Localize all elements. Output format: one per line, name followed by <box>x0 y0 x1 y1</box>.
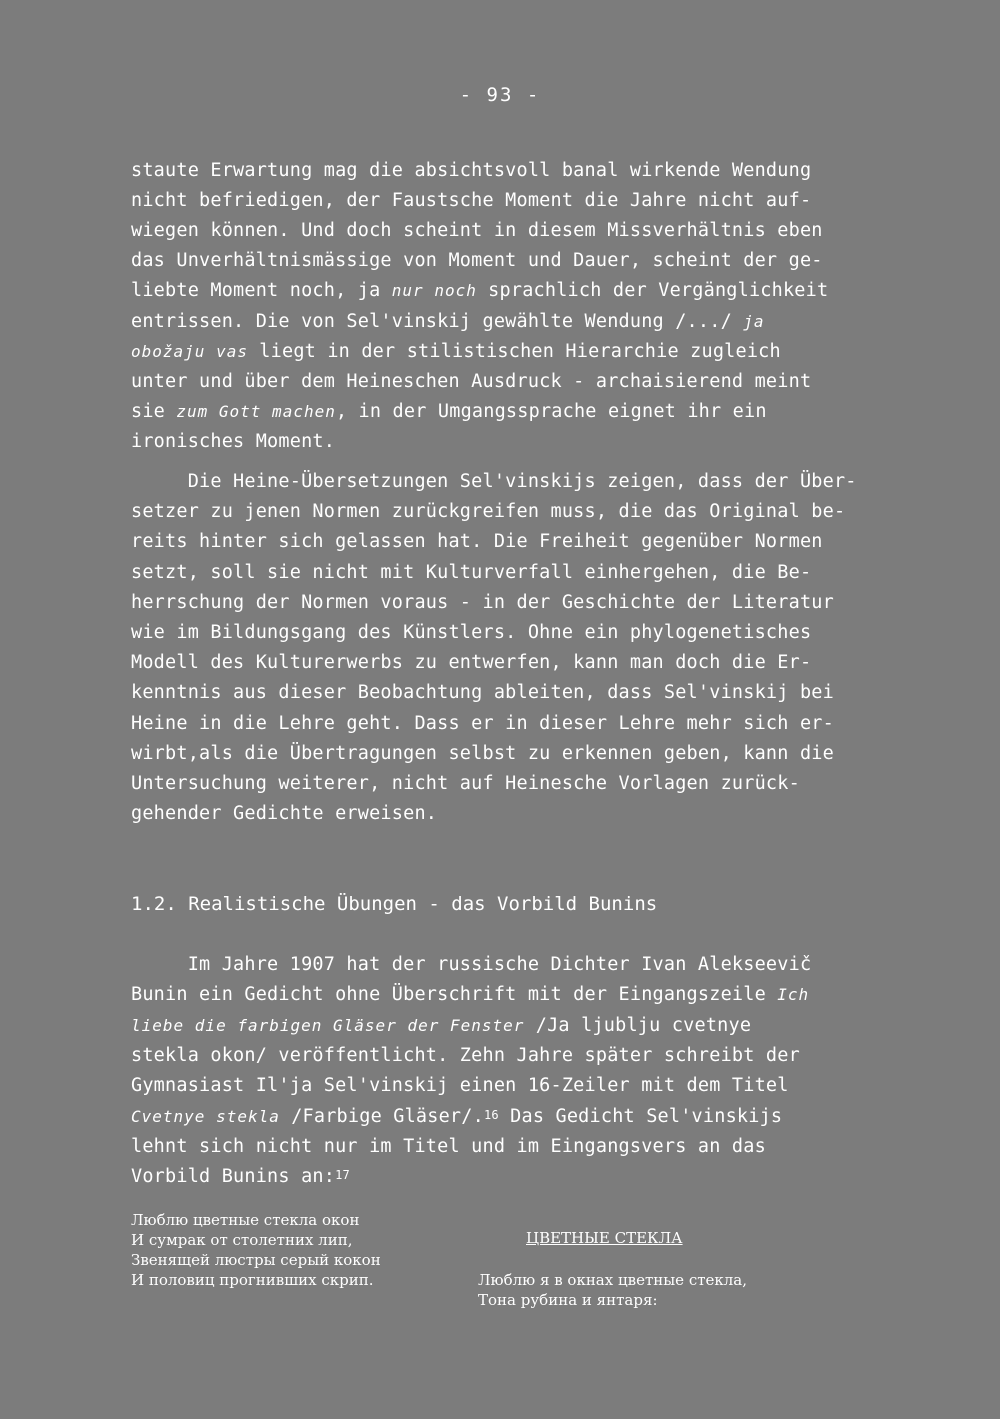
text-line: Vorbild Bunins an:$^{17}$ <box>131 1166 350 1188</box>
text-line: unter und über dem Heineschen Ausdruck - archaisierend meint <box>131 370 812 392</box>
text-line: wirbt,als die Übertragungen selbst zu erkennen geben, kann die <box>131 742 834 764</box>
text-line: liebe die farbigen Gläser der Fenster /Ja ljublju cvetnye <box>131 1014 752 1036</box>
text-line: reits hinter sich gelassen hat. Die Freiheit gegenüber Normen <box>131 531 823 553</box>
text-line: kenntnis aus dieser Beobachtung ableiten, dass Sel'vinskij bei <box>131 682 834 704</box>
text-line: ironisches Moment. <box>131 430 336 452</box>
text-line: liebte Moment noch, ja nur noch sprachlich der Vergänglichkeit <box>131 280 829 302</box>
text-line: setzer zu jenen Normen zurückgreifen muss, die das Original be- <box>131 501 846 523</box>
text-line: stekla okon/ veröffentlicht. Zehn Jahre später schreibt der <box>131 1044 800 1066</box>
poem-selvinskij: Люблю я в окнах цветные стекла, Тона рубина и янтаря: <box>478 1271 748 1309</box>
poem-bunin: Люблю цветные стекла окон И сумрак от столетних лип, Звенящей люстры серый кокон И половиц прогнивших скрип. <box>131 1211 381 1289</box>
text-line: Im Jahre 1907 hat der russische Dichter Ivan Alekseevič <box>131 954 812 975</box>
text-line: Cvetnye stekla /Farbige Gläser/.$^{16}$ Das Gedicht Sel'vinskijs <box>131 1105 783 1127</box>
text-line: Die Heine-Übersetzungen Sel'vinskijs zeigen, dass der Über- <box>131 471 857 492</box>
text-line: herrschung der Normen voraus - in der Geschichte der Literatur <box>131 591 834 613</box>
text-line: Heine in die Lehre geht. Dass er in dieser Lehre mehr sich er- <box>131 712 834 734</box>
text-line: das Unverhältnismässige von Moment und Dauer, scheint der ge- <box>131 250 823 272</box>
footnote-marker: 17 <box>335 1168 350 1183</box>
text-line: entrissen. Die von Sel'vinskij gewählte Wendung /.../ ja <box>131 310 765 332</box>
footnote-marker: 16 <box>483 1107 499 1122</box>
text-line: gehender Gedichte erweisen. <box>131 803 438 825</box>
text-line: wiegen können. Und doch scheint in diesem Missverhältnis eben <box>131 220 823 242</box>
page-number: - 93 - <box>459 84 541 106</box>
text-line: lehnt sich nicht nur im Titel und im Eingangsvers an das <box>131 1135 766 1157</box>
text-line: obožaju vas liegt in der stilistischen Hierarchie zugleich <box>131 340 781 362</box>
text-line: setzt, soll sie nicht mit Kulturverfall einhergehen, die Be- <box>131 561 812 583</box>
text-line: wie im Bildungsgang des Künstlers. Ohne ein phylogenetisches <box>131 622 812 643</box>
text-line: sie zum Gott machen, in der Umgangssprache eignet ihr ein <box>131 400 767 422</box>
text-line: Modell des Kulturerwerbs zu entwerfen, kann man doch die Er- <box>131 652 812 674</box>
text-line: Gymnasiast Il'ja Sel'vinskij einen 16-Zeiler mit dem Titel <box>131 1075 789 1097</box>
text-line: Bunin ein Gedicht ohne Überschrift mit der Eingangszeile Ich <box>131 984 810 1006</box>
section-heading: 1.2. Realistische Übungen - das Vorbild Bunins <box>131 893 658 915</box>
text-line: Untersuchung weiterer, nicht auf Heinesche Vorlagen zurück- <box>131 773 800 794</box>
poem-title: ЦВЕТНЫЕ СТЕКЛА <box>526 1229 683 1247</box>
text-line: staute Erwartung mag die absichtsvoll banal wirkende Wendung <box>131 160 812 181</box>
text-line: nicht befriedigen, der Faustsche Moment die Jahre nicht auf- <box>131 190 812 212</box>
